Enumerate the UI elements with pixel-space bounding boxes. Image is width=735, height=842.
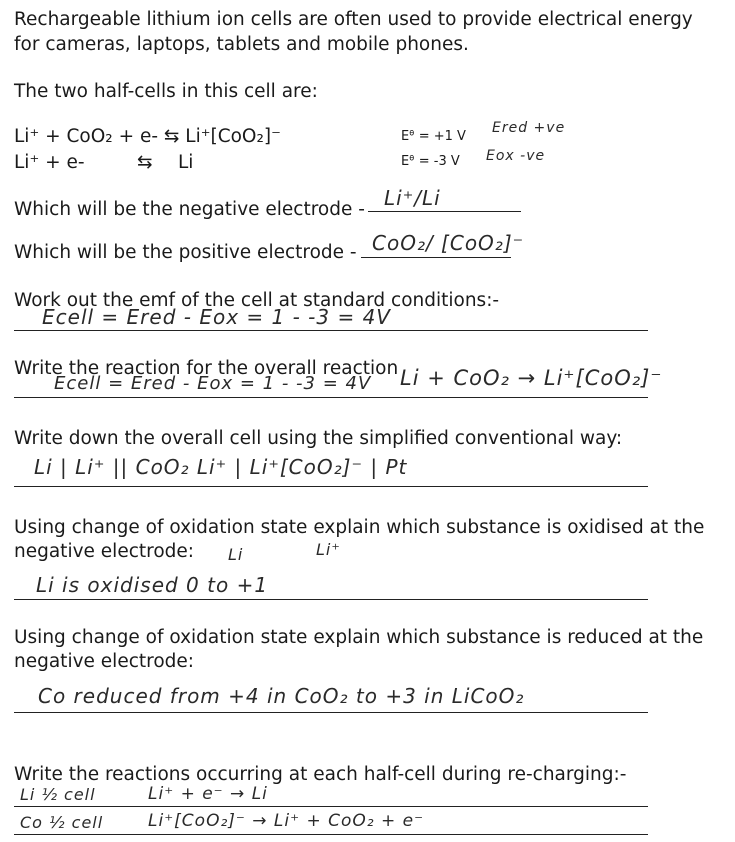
recharging-row-2-answer: Li⁺[CoO₂]⁻ → Li⁺ + CoO₂ + e⁻	[148, 811, 425, 831]
conventional-answer-line	[14, 486, 648, 487]
recharging-row-2-line	[14, 834, 648, 835]
reduced-answer-line	[14, 712, 648, 713]
half-cell-1-potential: Eᶿ = +1 V	[401, 129, 466, 144]
reduced-prompt-line-2: negative electrode:	[14, 651, 194, 672]
overall-reaction-emf: Ecell = Ered - Eox = 1 - -3 = 4V	[54, 373, 372, 394]
reduced-prompt-line-1: Using change of oxidation state explain which substance is reduced at the	[14, 627, 704, 648]
conventional-prompt: Write down the overall cell using the simplified conventional way:	[14, 428, 623, 449]
recharging-row-1-label: Li ½ cell	[20, 785, 96, 804]
emf-prompt: Work out the emf of the cell at standard conditions:-	[14, 290, 500, 311]
half-cell-2-right: Li	[178, 152, 194, 173]
emf-answer-line	[14, 330, 648, 331]
half-cell-2-potential: Eᶿ = -3 V	[401, 154, 460, 169]
recharging-row-1-line	[14, 806, 648, 807]
intro-line-2: for cameras, laptops, tablets and mobile phones.	[14, 34, 469, 55]
half-cells-heading: The two half-cells in this cell are:	[14, 81, 318, 102]
recharging-row-2-label: Co ½ cell	[20, 813, 104, 832]
negative-electrode-prompt: Which will be the negative electrode -	[14, 199, 365, 220]
oxidised-answer: Li is oxidised 0 to +1	[36, 573, 269, 597]
half-cell-1-equation: Li⁺ + CoO₂ + e- ⇆ Li⁺[CoO₂]⁻	[14, 126, 281, 147]
reduced-answer: Co reduced from +4 in CoO₂ to +3 in LiCoO₂	[38, 684, 525, 708]
intro-line-1: Rechargeable lithium ion cells are often used to provide electrical energy	[14, 9, 693, 30]
half-cell-2-arrow: ⇆	[137, 152, 153, 173]
positive-electrode-prompt: Which will be the positive electrode -	[14, 242, 357, 263]
positive-electrode-answer-line	[361, 257, 511, 258]
oxidised-prompt-line-1: Using change of oxidation state explain which substance is oxidised at the	[14, 517, 705, 538]
overall-reaction-line	[14, 397, 648, 398]
oxidised-note-li: Li	[228, 545, 244, 564]
overall-reaction-equation: Li + CoO₂ → Li⁺[CoO₂]⁻	[400, 366, 663, 390]
half-cell-1-note: Ered +ve	[492, 120, 566, 136]
recharging-row-1-answer: Li⁺ + e⁻ → Li	[148, 784, 268, 804]
overall-reaction-prompt: Write the reaction for the overall reaction	[14, 358, 399, 379]
positive-electrode-answer: CoO₂/ [CoO₂]⁻	[372, 231, 525, 255]
oxidised-answer-line	[14, 599, 648, 600]
negative-electrode-answer-line	[368, 211, 521, 212]
half-cell-2-note: Eox -ve	[486, 148, 546, 164]
oxidised-prompt-line-2: negative electrode:	[14, 541, 194, 562]
oxidised-note-liplus: Li⁺	[316, 540, 341, 559]
negative-electrode-answer: Li⁺/Li	[384, 186, 441, 210]
conventional-answer: Li | Li⁺ || CoO₂ Li⁺ | Li⁺[CoO₂]⁻ | Pt	[34, 455, 408, 479]
emf-answer: Ecell = Ered - Eox = 1 - -3 = 4V	[42, 305, 391, 329]
recharging-prompt: Write the reactions occurring at each half-cell during re-charging:-	[14, 764, 627, 785]
half-cell-2-left: Li⁺ + e-	[14, 152, 85, 173]
